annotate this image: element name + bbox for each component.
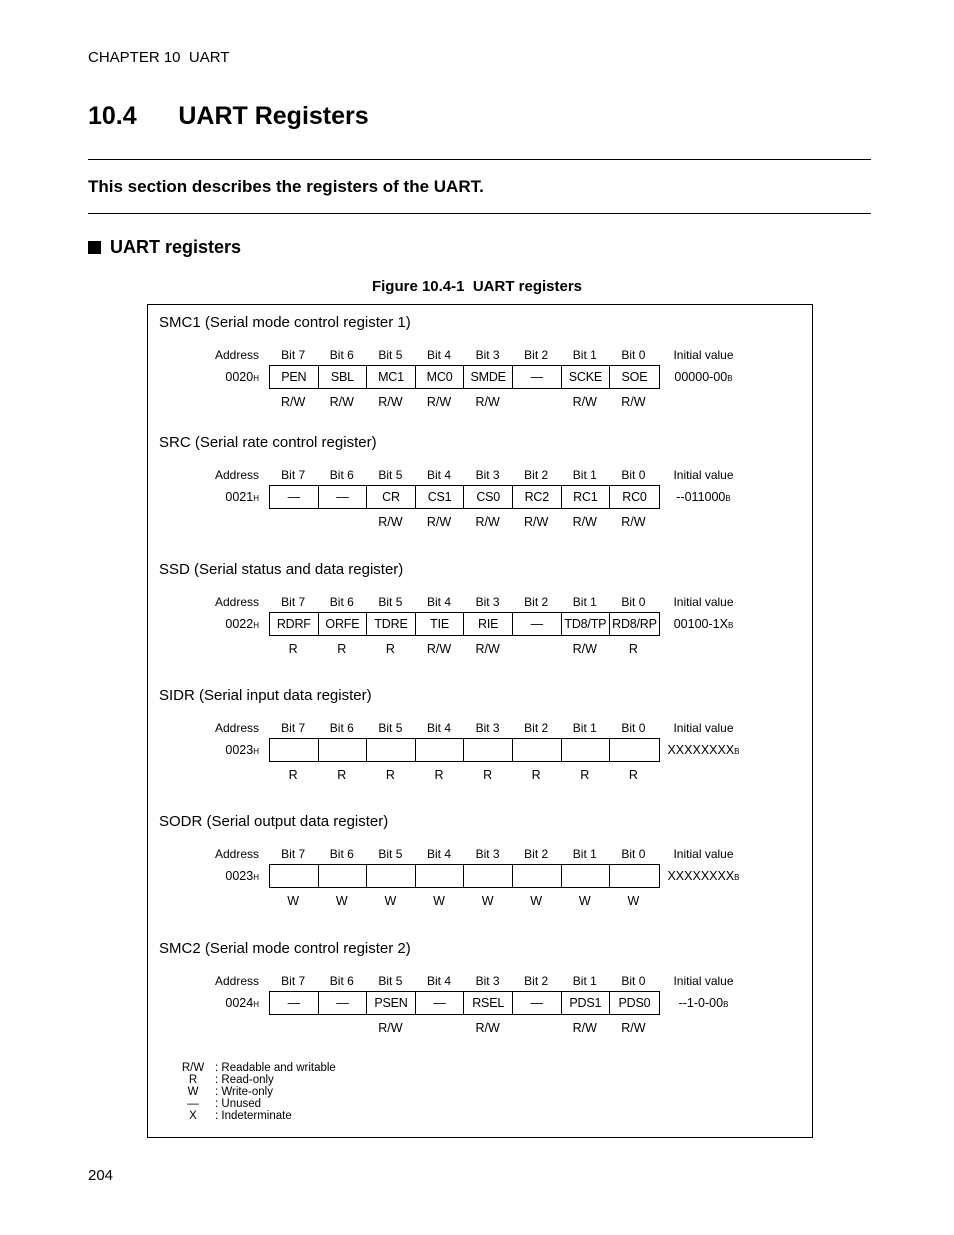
- bit-cell: [513, 739, 562, 761]
- access-label: R/W: [378, 515, 403, 529]
- bit-label: Bit 6: [329, 348, 354, 362]
- page-number: 204: [88, 1167, 114, 1184]
- bit-label: Bit 1: [572, 847, 597, 861]
- bit-label: Bit 1: [572, 468, 597, 482]
- address-value: 0022: [225, 617, 254, 631]
- bit-label: Bit 5: [378, 847, 403, 861]
- access-label: R/W: [572, 1021, 597, 1035]
- bit-label: Bit 3: [475, 847, 500, 861]
- initial-value-suffix: B: [727, 374, 733, 383]
- bit-field-row: [269, 365, 660, 389]
- legend-description: : Unused: [215, 1098, 262, 1110]
- access-label: R: [628, 768, 638, 782]
- bottom-rule: [88, 213, 871, 214]
- bit-label: Bit 4: [426, 468, 451, 482]
- initial-value-text: --011000: [676, 490, 726, 504]
- bit-label: Bit 5: [378, 348, 403, 362]
- bit-label: Bit 6: [329, 721, 354, 735]
- initial-value-label: Initial value: [673, 348, 734, 362]
- register-block: [148, 314, 812, 434]
- address-label: Address: [214, 721, 259, 735]
- legend-symbol: R: [188, 1074, 198, 1086]
- bit-cell: PSEN: [367, 992, 416, 1014]
- bit-cell: [562, 739, 611, 761]
- bit-label: Bit 7: [281, 595, 306, 609]
- bit-cell: —: [416, 992, 465, 1014]
- bit-cell: RSEL: [464, 992, 513, 1014]
- initial-value: [663, 869, 744, 883]
- address-value: 0024: [225, 996, 254, 1010]
- address-value: 0020: [225, 370, 254, 384]
- section-title: 10.4 UART Registers: [88, 102, 369, 130]
- register-block: [148, 561, 812, 681]
- access-label: R: [580, 768, 590, 782]
- bit-cell: SBL: [319, 366, 368, 388]
- bit-cell: [319, 739, 368, 761]
- bit-cell: MC0: [416, 366, 465, 388]
- bit-cell: RIE: [464, 613, 513, 635]
- bit-label: Bit 7: [281, 974, 306, 988]
- access-label: R/W: [475, 395, 500, 409]
- bit-cell: SOE: [621, 370, 648, 384]
- register-title: SODR (Serial output data register): [159, 813, 389, 830]
- initial-value-suffix: B: [725, 494, 731, 503]
- bit-cell: [367, 865, 416, 887]
- access-label: R: [385, 642, 395, 656]
- subheading: [88, 237, 241, 258]
- bit-cell: CR: [367, 486, 416, 508]
- initial-value-text: XXXXXXXX: [667, 869, 735, 883]
- bit-label: Bit 0: [621, 721, 646, 735]
- bit-cell: TDRE: [367, 613, 416, 635]
- register-title: SSD (Serial status and data register): [159, 561, 404, 578]
- access-label: W: [627, 894, 640, 908]
- access-label: W: [530, 894, 543, 908]
- access-label: R/W: [572, 395, 597, 409]
- access-label: R/W: [621, 395, 646, 409]
- register-address: [203, 996, 259, 1010]
- bit-label: Bit 0: [621, 468, 646, 482]
- initial-value: [663, 617, 744, 631]
- initial-value-text: --1-0-00: [678, 996, 724, 1010]
- bit-label: Bit 7: [281, 847, 306, 861]
- bit-cell: [416, 739, 465, 761]
- square-bullet-icon: [88, 241, 101, 254]
- initial-value-label: Initial value: [673, 721, 734, 735]
- bit-cell: PDS1: [562, 992, 611, 1014]
- bit-label: Bit 3: [475, 468, 500, 482]
- register-title: SRC (Serial rate control register): [159, 434, 377, 451]
- bit-label: Bit 5: [378, 595, 403, 609]
- address-label: Address: [214, 847, 259, 861]
- initial-value: [663, 370, 744, 384]
- bit-cell: —: [319, 486, 368, 508]
- initial-value-text: 00000-00: [674, 370, 728, 384]
- initial-value-suffix: B: [727, 621, 734, 630]
- initial-value-suffix: B: [734, 873, 740, 882]
- initial-value-suffix: B: [734, 747, 740, 756]
- bit-label: Bit 6: [329, 974, 354, 988]
- initial-value: [663, 996, 744, 1010]
- bit-cell: [319, 865, 368, 887]
- bit-label: Bit 2: [524, 595, 549, 609]
- access-label: R/W: [475, 515, 500, 529]
- initial-value-suffix: B: [723, 1000, 729, 1009]
- access-label: R/W: [621, 1021, 646, 1035]
- bit-cell: [270, 739, 319, 761]
- address-suffix: H: [253, 1000, 259, 1009]
- bit-label: Bit 2: [524, 348, 549, 362]
- bit-cell: —: [270, 992, 319, 1014]
- bit-label: Bit 7: [281, 468, 306, 482]
- register-block: [148, 434, 812, 554]
- bit-label: Bit 3: [475, 595, 500, 609]
- address-label: Address: [214, 468, 259, 482]
- access-label: R: [531, 768, 541, 782]
- bit-cell: —: [319, 992, 368, 1014]
- access-label: R/W: [281, 395, 306, 409]
- legend-symbol: X: [189, 1110, 197, 1122]
- initial-value-label: Initial value: [673, 595, 734, 609]
- address-suffix: H: [253, 873, 259, 882]
- bit-cell: RD8/RP: [612, 617, 657, 631]
- bit-label: Bit 3: [475, 974, 500, 988]
- register-block: [148, 940, 812, 1060]
- bit-cell: PDS0: [618, 996, 651, 1010]
- initial-value-text: XXXXXXXX: [667, 743, 735, 757]
- address-suffix: H: [253, 494, 259, 503]
- register-title: SMC1 (Serial mode control register 1): [159, 314, 411, 331]
- access-label: W: [578, 894, 591, 908]
- initial-value: [663, 743, 744, 757]
- bit-label: Bit 1: [572, 974, 597, 988]
- bit-label: Bit 5: [378, 468, 403, 482]
- access-label: W: [287, 894, 300, 908]
- access-label: R/W: [475, 1021, 500, 1035]
- bit-cell: SMDE: [464, 366, 513, 388]
- bit-cell: PEN: [270, 366, 319, 388]
- bit-label: Bit 1: [572, 348, 597, 362]
- bit-cell: TIE: [416, 613, 465, 635]
- bit-label: Bit 0: [621, 974, 646, 988]
- bit-field-row: [269, 864, 660, 888]
- bit-cell: —: [513, 992, 562, 1014]
- bit-label: Bit 1: [572, 595, 597, 609]
- bit-cell: —: [270, 486, 319, 508]
- address-suffix: H: [253, 747, 259, 756]
- bit-label: Bit 0: [621, 595, 646, 609]
- bit-label: Bit 4: [426, 721, 451, 735]
- access-label: R: [628, 642, 638, 656]
- register-block: [148, 687, 812, 807]
- address-label: Address: [214, 974, 259, 988]
- register-address: [203, 869, 259, 883]
- address-value: 0021: [225, 490, 254, 504]
- bit-cell: [416, 865, 465, 887]
- chapter-header: CHAPTER 10 UART: [88, 49, 230, 66]
- bit-label: Bit 4: [426, 348, 451, 362]
- access-label: R: [337, 768, 347, 782]
- legend-description: : Read-only: [215, 1074, 274, 1086]
- address-label: Address: [214, 348, 259, 362]
- access-label: R/W: [378, 395, 403, 409]
- register-address: [203, 743, 259, 757]
- address-suffix: H: [253, 374, 259, 383]
- legend-description: : Write-only: [215, 1086, 273, 1098]
- bit-label: Bit 2: [524, 468, 549, 482]
- register-address: [203, 370, 259, 384]
- bit-field-row: [269, 485, 660, 509]
- initial-value-text: 00100-1X: [673, 617, 728, 631]
- legend-symbol: W: [187, 1086, 199, 1098]
- initial-value: [663, 490, 744, 504]
- initial-value-label: Initial value: [673, 974, 734, 988]
- access-label: R/W: [621, 515, 646, 529]
- access-label: R/W: [426, 395, 452, 409]
- bit-cell: [610, 865, 659, 887]
- bit-label: Bit 4: [426, 595, 451, 609]
- register-address: [203, 617, 259, 631]
- bit-cell: RC2: [513, 486, 562, 508]
- access-label: W: [335, 894, 348, 908]
- bit-cell: [464, 865, 513, 887]
- initial-value-label: Initial value: [673, 847, 734, 861]
- bit-cell: [367, 739, 416, 761]
- bit-label: Bit 6: [329, 595, 354, 609]
- access-label: R/W: [524, 515, 549, 529]
- access-label: R: [337, 642, 347, 656]
- access-label: W: [384, 894, 397, 908]
- legend-description: : Indeterminate: [215, 1110, 292, 1122]
- bit-cell: RC0: [622, 490, 647, 504]
- initial-value-label: Initial value: [673, 468, 734, 482]
- bit-cell: RDRF: [270, 613, 319, 635]
- legend-symbol: R/W: [181, 1062, 205, 1074]
- register-figure: [147, 304, 813, 1138]
- bit-cell: MC1: [367, 366, 416, 388]
- access-label: R/W: [426, 515, 452, 529]
- access-label: R: [288, 768, 298, 782]
- legend-row: [178, 1110, 336, 1122]
- access-label: R: [483, 768, 493, 782]
- bit-cell: RC1: [562, 486, 611, 508]
- register-title: SIDR (Serial input data register): [159, 687, 372, 704]
- bit-cell: [562, 865, 611, 887]
- legend-row: [178, 1074, 336, 1086]
- bit-cell: [610, 739, 659, 761]
- bit-cell: [513, 865, 562, 887]
- bit-label: Bit 0: [621, 348, 646, 362]
- bit-label: Bit 4: [426, 974, 451, 988]
- figure-caption: Figure 10.4-1 UART registers: [371, 278, 583, 295]
- bit-cell: ORFE: [319, 613, 368, 635]
- access-label: R: [385, 768, 395, 782]
- bit-label: Bit 1: [572, 721, 597, 735]
- top-rule: [88, 159, 871, 160]
- access-label: R/W: [426, 642, 452, 656]
- access-label: R: [288, 642, 298, 656]
- bit-cell: [270, 865, 319, 887]
- bit-label: Bit 2: [524, 721, 549, 735]
- bit-label: Bit 2: [524, 974, 549, 988]
- bit-label: Bit 6: [329, 847, 354, 861]
- bit-field-row: [269, 738, 660, 762]
- legend-description: : Readable and writable: [215, 1062, 336, 1074]
- legend-row: [178, 1098, 336, 1110]
- bit-cell: —: [513, 613, 562, 635]
- access-label: R/W: [572, 515, 597, 529]
- register-title: SMC2 (Serial mode control register 2): [159, 940, 411, 957]
- bit-cell: CS0: [464, 486, 513, 508]
- address-label: Address: [214, 595, 259, 609]
- legend-row: [178, 1062, 336, 1074]
- bit-label: Bit 4: [426, 847, 451, 861]
- register-block: [148, 813, 812, 933]
- access-label: R/W: [475, 642, 500, 656]
- register-address: [203, 490, 259, 504]
- bit-label: Bit 5: [378, 721, 403, 735]
- bit-label: Bit 3: [475, 721, 500, 735]
- access-label: R/W: [378, 1021, 403, 1035]
- bit-cell: SCKE: [562, 366, 611, 388]
- address-value: 0023: [225, 743, 254, 757]
- address-value: 0023: [225, 869, 254, 883]
- bit-label: Bit 0: [621, 847, 646, 861]
- access-label: R/W: [329, 395, 354, 409]
- access-label: W: [481, 894, 494, 908]
- subheading-text: UART registers: [110, 237, 242, 257]
- address-suffix: H: [253, 621, 259, 630]
- access-label: W: [433, 894, 445, 908]
- bit-label: Bit 7: [281, 721, 306, 735]
- bit-label: Bit 6: [329, 468, 354, 482]
- legend-row: [178, 1086, 336, 1098]
- bit-field-row: [269, 612, 660, 636]
- bit-cell: CS1: [416, 486, 465, 508]
- legend: [178, 1062, 336, 1122]
- bit-label: Bit 3: [475, 348, 500, 362]
- bit-cell: —: [513, 366, 562, 388]
- legend-symbol: —: [187, 1098, 199, 1110]
- bit-field-row: [269, 991, 660, 1015]
- bit-cell: [464, 739, 513, 761]
- bit-label: Bit 2: [524, 847, 549, 861]
- bit-cell: TD8/TP: [562, 613, 611, 635]
- bit-label: Bit 7: [281, 348, 306, 362]
- access-label: R: [434, 768, 444, 782]
- access-label: R/W: [572, 642, 597, 656]
- section-summary: This section describes the registers of the UART.: [88, 177, 484, 196]
- bit-label: Bit 5: [378, 974, 403, 988]
